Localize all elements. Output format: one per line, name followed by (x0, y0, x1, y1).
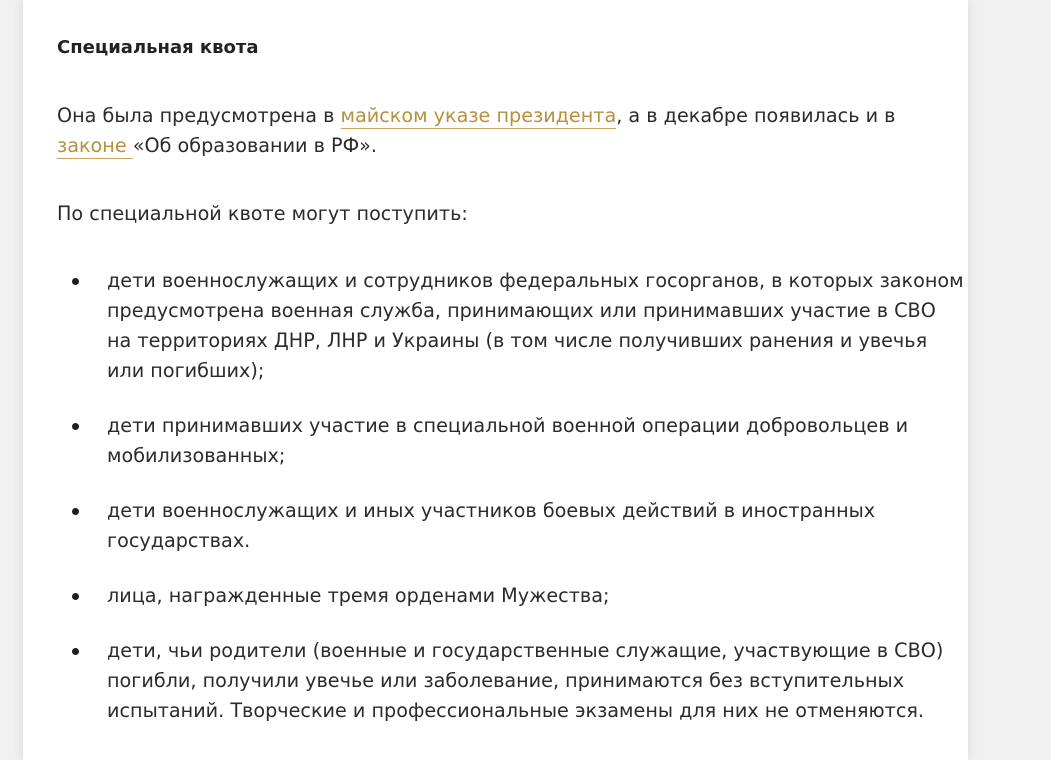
list-item-text (107, 266, 964, 386)
intro-line-2 (57, 131, 895, 161)
list-item-line: погибли, получили увечье или заболевание, принимаются без вступительных (107, 669, 905, 692)
article-card (23, 0, 968, 760)
may-decree-link[interactable]: майском указе президента (340, 104, 617, 127)
list-item-line: дети принимавших участие в специальной военной операции добровольцев и (107, 414, 909, 437)
list-item-line: государствах. (107, 529, 251, 552)
intro-paragraph (57, 101, 895, 161)
intro-text-start: Она была предусмотрена в (57, 104, 341, 127)
bullet-icon (72, 508, 79, 515)
list-item-line: дети, чьи родители (военные и государственные служащие, участвующие в СВО) (107, 639, 944, 662)
list-item-text (107, 581, 609, 611)
list-item-text (107, 636, 943, 726)
list-item-text (107, 411, 908, 471)
intro-text-middle: , а в декабре появилась и в (616, 104, 896, 127)
list-item-line: дети военнослужащих и иных участников боевых действий в иностранных (107, 499, 876, 522)
bullet-icon (72, 423, 79, 430)
list-item-line: мобилизованных; (107, 444, 286, 467)
section-heading: Специальная квота (57, 37, 259, 58)
intro-line-1 (57, 101, 895, 131)
list-item-line: предусмотрена военная служба, принимающих или принимавших участие в СВО (107, 299, 936, 322)
list-item-text (107, 496, 875, 556)
bullet-icon (72, 648, 79, 655)
bullet-icon (72, 278, 79, 285)
list-item-line: дети военнослужащих и сотрудников федеральных госорганов, в которых законом (107, 269, 964, 292)
bullet-icon (72, 593, 79, 600)
law-link[interactable]: законе (57, 134, 133, 157)
list-item-line: на территориях ДНР, ЛНР и Украины (в том числе получивших ранения и увечья (107, 329, 928, 352)
intro-text-end: «Об образовании в РФ». (132, 134, 377, 157)
list-item-line: испытаний. Творческие и профессиональные экзамены для них не отменяются. (107, 699, 925, 722)
list-item-line: лица, награжденные тремя орденами Мужества; (107, 584, 610, 607)
list-item-line: или погибших); (107, 359, 265, 382)
quota-intro-paragraph: По специальной квоте могут поступить: (57, 202, 468, 225)
